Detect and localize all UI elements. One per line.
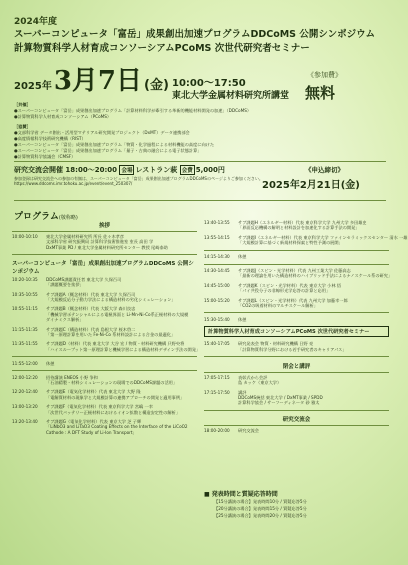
row-line: 研究発表会 物質・材料研究機構 日野 亮 xyxy=(238,341,314,347)
social-title: 研究交流会開催 18:00～20:00 xyxy=(14,166,118,174)
row-time: 13:00-13:20 xyxy=(12,404,38,410)
program-row xyxy=(12,277,197,288)
row-line: サブ課題E（電気化学材料）代表 東北大学 大野 隆 xyxy=(46,389,141,395)
event-year: 2024年度 xyxy=(14,17,58,27)
footer-title: ■ 発表時間と質疑応答時間 xyxy=(204,491,278,498)
host-line: ●計算物質科学人材育成コンソーシアム（PCoMS） xyxy=(14,114,112,119)
row-line: 「LiNbO3 and LiTaO3 Coating Effects on the Interface of the LiCoO2 xyxy=(46,424,188,430)
social-venue: レストラン萩 xyxy=(135,166,178,174)
row-time: 14:45-15:00 xyxy=(204,282,230,288)
program-row xyxy=(204,298,389,309)
row-line: 「パイ共役分子の非線形光学応答の計算と応用」 xyxy=(238,288,331,294)
row-line: 「大規模計算に基づく新規材料探索と特性予測の展開」 xyxy=(238,240,343,246)
event-venue: 東北大学金属材料研究所講堂 xyxy=(172,91,290,101)
support-line: ●スーパーコンピュータ「富岳」成果創出加速プログラム「量子・古典の融合による電子状態計算」 xyxy=(14,148,202,153)
row-detail xyxy=(46,306,197,322)
row-line: 「大規模反応分子動力学法による構造材料の劣化シミュレーション」 xyxy=(46,296,176,302)
row-detail xyxy=(238,298,389,309)
row-time: 14:30-14:45 xyxy=(204,268,230,274)
symposium-heading: スーパーコンピュータ「富岳」成果創出加速プログラムDDCoMS 公開シンポジウム xyxy=(12,260,194,275)
row-time: 17:05-17:15 xyxy=(204,374,230,380)
row-detail xyxy=(238,220,389,231)
row-line: 計算科学協会 / サーフーディネータ 砂 雅太 xyxy=(238,400,320,406)
program-row xyxy=(12,419,197,435)
fee-value: 無料 xyxy=(305,84,336,102)
divider xyxy=(14,161,386,162)
program-row xyxy=(204,341,389,352)
row-line: 「次世代バッテリー正極材料におけるイオン拡散と構造安定性の解析」 xyxy=(46,409,180,415)
support-line: ●スーパーコンピュータ「富岳」成果創出加速プログラム「物質・化学過程による材料機能の高度に向けた xyxy=(14,142,215,147)
row-time: 10:55-11:15 xyxy=(12,306,38,312)
row-line: 「電解質材料の現象学と大規模計算の連携アプローチの開発と適用事例」 xyxy=(46,394,185,400)
row-detail xyxy=(238,268,392,279)
divider xyxy=(204,312,389,313)
program-row xyxy=(12,234,197,250)
break-row xyxy=(204,254,389,259)
footer-line: 【20分講演の場合】発表時間15分 / 質疑応答5分 xyxy=(214,506,307,511)
program-row xyxy=(12,375,197,386)
row-detail xyxy=(46,292,197,303)
row-line: 研究交流会 xyxy=(238,428,259,434)
row-line: 「第一原理計算を用いた Fe-Ni-Co 系材料設計による合金の最適化」 xyxy=(46,331,176,337)
program-row xyxy=(204,375,389,386)
row-line: 「CO2の吸着材料のマルチスケール解析」 xyxy=(238,303,318,309)
row-line: ダイナミクス解析」 xyxy=(46,317,84,323)
program-row xyxy=(12,327,197,338)
row-time: 10:20-10:35 xyxy=(12,276,38,282)
divider xyxy=(14,200,386,201)
program-row xyxy=(12,404,197,415)
row-line: サブ課題C（構造材料）代表 島根大学 桜木啓二 xyxy=(46,326,136,332)
row-line: DDCoMS統括 東北大学 / DxMT事業 / SPDD xyxy=(238,394,323,400)
support-block xyxy=(14,124,374,160)
row-line: 招待講演 ENEOS 小野 争和 xyxy=(46,374,98,380)
row-time: 11:15-11:35 xyxy=(12,326,38,332)
event-date xyxy=(14,68,169,94)
row-time: 13:55-14:15 xyxy=(204,234,230,240)
program-row xyxy=(204,390,389,406)
deadline-value: 2025年2月21日(金) xyxy=(262,180,360,191)
row-time: 15:00-15:20 xyxy=(204,297,230,303)
row-time: 13:20-13:40 xyxy=(12,419,38,425)
fee-tag: 会費 xyxy=(180,165,195,175)
award-heading: 閉会と講評 xyxy=(204,361,389,373)
row-time: 17:15-17:50 xyxy=(204,389,230,395)
row-detail xyxy=(46,341,200,352)
divider xyxy=(204,410,389,411)
pcoms-seminar-heading: 計算物質科学人材育成コンソーシアムPCoMS 次世代研究者セミナー xyxy=(204,326,389,337)
program-title-text: プログラム xyxy=(14,212,59,222)
row-line: 「課題概要を挨拶」 xyxy=(46,282,84,288)
row-line: 「機械学習ポテンシャルによる電極界面と Li-Mn-Ni-Co系正極材料の大規模 xyxy=(46,311,189,317)
row-detail xyxy=(46,375,197,386)
date-main: 3月7日 xyxy=(53,66,143,96)
row-line: サブ課題B（概念材料）代表 大阪大学 森川良忠 xyxy=(46,306,136,312)
row-line: サブ課題F（電気化学材料）代表 東京科学大学 宮嶋 一幸 xyxy=(46,404,153,410)
seminar-title: 計算物質科学人材育成コンソーシアムPCoMS 次世代研究者セミナー xyxy=(14,43,310,54)
footer-line: 【25分講演の場合】発表時間20分 / 質疑応答5分 xyxy=(214,513,307,518)
closing-heading: 研究交流会 xyxy=(204,414,389,426)
row-line: DDCoMS課題責任者 東北大学 久保百司 xyxy=(46,276,122,282)
row-line: 講評 xyxy=(238,389,247,395)
row-time: 13:40-13:55 xyxy=(204,220,230,225)
divider xyxy=(204,264,389,265)
program-row xyxy=(204,234,408,246)
row-detail: 休憩 xyxy=(46,360,55,366)
registration-note: 参加登録は研究交流会への参加の有無は、スーパーコンピュータ「富岳」成果創出加速プログラムDDCoMSのページよりご参加ください。https://www.ddcoms.imr.tohoku.ac.jp/event/event_250307/ xyxy=(14,176,263,186)
deadline-label: 《申込締切》 xyxy=(305,166,344,174)
row-detail xyxy=(238,235,408,246)
row-detail xyxy=(46,277,197,288)
row-detail: 休憩 xyxy=(238,254,247,260)
date-weekday: (金) xyxy=(144,78,169,93)
row-line: 東北大学金属材料研究所 所長 佐々木孝彦 xyxy=(46,234,125,239)
row-line: サブ課題H（エネルギー材料）代表 東京科学大学 九州大学 多田雄史 xyxy=(238,220,367,225)
row-time: 10:00-10:10 xyxy=(12,234,38,239)
program-right-column xyxy=(204,220,408,438)
row-line: 「界面反応機構の解明と材料設計を加速化する計算手法の開発」 xyxy=(238,225,360,231)
row-detail xyxy=(238,390,389,406)
row-line: 「ハイスループット第一原理計算と機械学習による構造材料デザイン手法の開発」 xyxy=(46,346,201,352)
program-row xyxy=(12,306,197,322)
row-line: サブ課題I（エネルギー材料）代表 東京科学大学 ファインセラミックスセンター 清水 一雄 xyxy=(238,234,408,240)
venue-tag: 会場 xyxy=(119,165,134,175)
row-line: 「計算物質科学分野における若手研究者のキャリアパス」 xyxy=(238,346,347,352)
program-row xyxy=(204,428,389,433)
row-line: 「最新の理論を用いた構造材料のハイブリッド手法によるナノスケール系の研究」 xyxy=(238,273,393,279)
row-detail xyxy=(238,428,389,433)
support-line: ●高度情報科学技術研究機構（RIST） xyxy=(14,136,86,141)
program-row xyxy=(12,292,197,303)
host-label: ［共催］ xyxy=(14,102,31,107)
event-time: 10:00～17:50 xyxy=(172,78,246,89)
row-line: サブ課題G（電気化学材料）代表 東京大学 芝 子輝 xyxy=(46,419,142,425)
divider xyxy=(12,356,197,357)
break-row xyxy=(12,361,197,366)
row-detail xyxy=(46,389,197,400)
support-label: ［協賛］ xyxy=(14,124,31,129)
host-block xyxy=(14,102,374,120)
row-time: 15:30-15:40 xyxy=(204,316,230,322)
break-row xyxy=(204,317,389,322)
row-time: 12:00-12:20 xyxy=(12,374,38,380)
row-line: 島 カッケ（東京大学） xyxy=(238,380,282,386)
row-detail xyxy=(46,404,197,415)
row-line: サブ課題J（スピン・光学材料）代表 九州工業大学 佐藤高志 xyxy=(238,268,351,274)
divider xyxy=(204,250,389,251)
host-line: ●スーパーコンピュータ「富岳」成果創出加速プログラム「計算材料科学が牽引する革新的機能材料開発の加速」（DDCoMS） xyxy=(14,108,252,113)
row-time: 10:35-10:55 xyxy=(12,291,38,297)
program-note: (敬称略) xyxy=(58,215,78,221)
divider xyxy=(204,356,389,357)
row-time: 11:35-11:55 xyxy=(12,341,38,347)
row-detail xyxy=(238,375,389,386)
program-row xyxy=(204,268,393,279)
row-line: サブ課題L（スピン・光学材料）代表 九州大学 加藤幸一郎 xyxy=(238,297,348,303)
social-fee: 5,000円 xyxy=(195,166,225,174)
date-year: 2025年 xyxy=(14,81,52,92)
program-left-column xyxy=(12,220,201,439)
row-time: 11:55-12:00 xyxy=(12,360,38,366)
row-line: 文部科学省 研究振興局 計算科学技術推進室 室長 高田 学 xyxy=(46,239,154,245)
opening-heading: 挨拶 xyxy=(12,220,197,232)
fee-label: 《参加費》 xyxy=(307,71,342,79)
row-time: 18:00-20:00 xyxy=(204,428,230,434)
row-time: 14:15-14:30 xyxy=(204,254,230,260)
row-line: サブ課題A（概念材料）代表 東北大学 久保百司 xyxy=(46,291,136,297)
row-detail xyxy=(46,419,197,435)
footer-line: 【15分講演の場合】発表時間10分 / 質疑応答5分 xyxy=(214,499,307,504)
program-row xyxy=(12,341,201,352)
program-row xyxy=(12,389,197,400)
support-line: ●計算物質科学協議会（CMSF） xyxy=(14,154,76,159)
divider xyxy=(12,254,197,255)
program-row xyxy=(204,220,389,231)
row-line: サブ課題K（スピン・光学材料）代表 東京大学 小林 悟 xyxy=(238,282,342,288)
row-line: DxMT事業 PD / 東北大学金属材料研究所センター 教授 尾崎泰助 xyxy=(46,244,168,250)
row-line: 「石油精製・材料シミュレーションの現場でのDDCoMS課題の活用」 xyxy=(46,380,178,385)
row-detail xyxy=(238,341,389,352)
row-detail xyxy=(238,283,389,294)
row-time: 12:20-12:40 xyxy=(12,389,38,395)
social-gathering xyxy=(14,165,225,175)
row-time: 15:40-17:05 xyxy=(204,341,230,347)
divider xyxy=(12,370,197,371)
program-row xyxy=(204,283,389,294)
row-line: 表彰式から会評 xyxy=(238,374,268,380)
row-detail xyxy=(46,327,197,338)
support-line: ●文部科学省 データ創出・活用型マテリアル研究開発プロジェクト（DxMT）データ連携部会 xyxy=(14,130,190,135)
row-line: サブ課題D（材料）代表 東北大学 大谷 宏 / 物質・材料研究機構 只野央将 xyxy=(46,341,185,347)
symposium-title: スーパーコンピュータ「富岳」成果創出加速プログラムDDCoMS 公開シンポジウム xyxy=(14,29,375,40)
row-detail: 休憩 xyxy=(238,316,247,322)
row-detail xyxy=(46,234,197,250)
row-line: Cathode : A DFT Study of Li-Ion Transport」 xyxy=(46,429,137,435)
